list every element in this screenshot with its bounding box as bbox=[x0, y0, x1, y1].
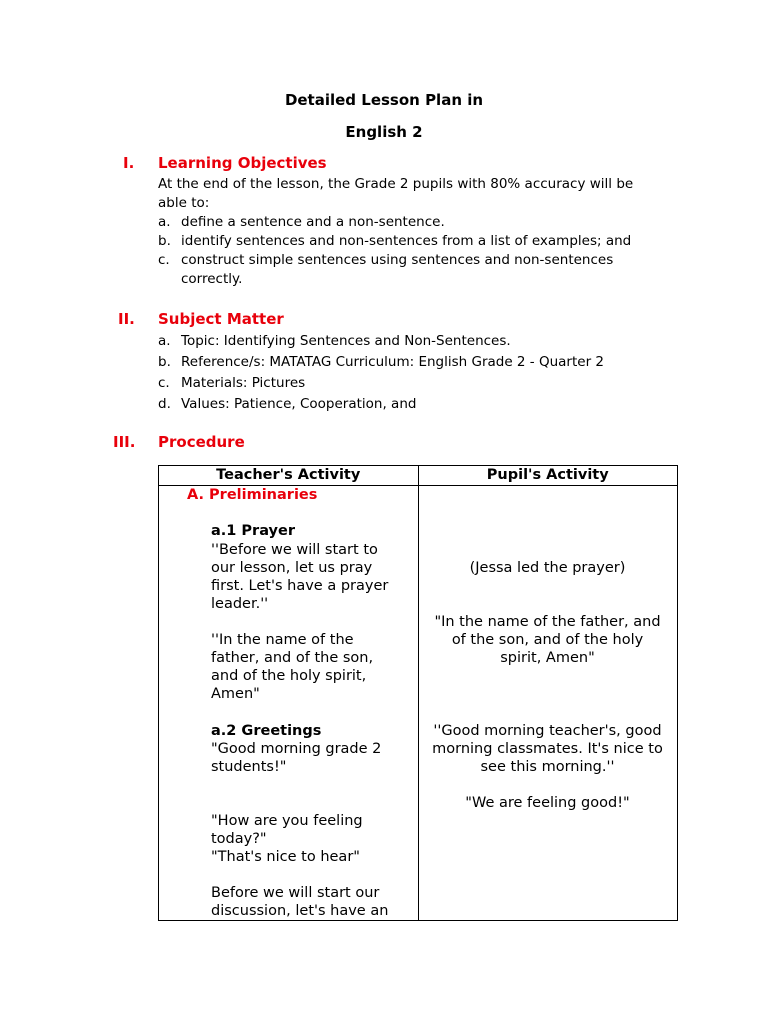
list-marker: b. bbox=[158, 354, 171, 370]
text-line: ''Good morning teacher's, good bbox=[433, 723, 662, 739]
text-line: today?" bbox=[211, 831, 267, 847]
section-number-procedure: III. bbox=[113, 433, 136, 451]
teacher-prayer-text-2 bbox=[211, 631, 411, 703]
text-line: students!" bbox=[211, 759, 287, 775]
text-line: Before we will start our bbox=[211, 885, 380, 901]
section-title-subject: Subject Matter bbox=[158, 310, 284, 328]
pupil-prayer-led: (Jessa led the prayer) bbox=[469, 560, 626, 576]
teacher-feeling-text bbox=[211, 812, 411, 866]
text-line: see this morning.'' bbox=[480, 759, 615, 775]
text-line: "How are you feeling bbox=[211, 813, 363, 829]
text-line: "Good morning grade 2 bbox=[211, 741, 382, 757]
list-item-text: identify sentences and non-sentences from a list of examples; and bbox=[181, 233, 632, 249]
teacher-greeting-text bbox=[211, 740, 411, 776]
document-title-line2: English 2 bbox=[345, 123, 423, 141]
section-number-subject: II. bbox=[118, 310, 135, 328]
list-item bbox=[158, 394, 638, 415]
column-header-teacher: Teacher's Activity bbox=[159, 466, 419, 486]
subject-list bbox=[158, 331, 638, 415]
list-item-text-continued: correctly. bbox=[181, 271, 243, 287]
section-title-objectives: Learning Objectives bbox=[158, 154, 327, 172]
text-line: ''In the name of the bbox=[211, 632, 354, 648]
teacher-activity-cell bbox=[159, 486, 419, 921]
teacher-prayer-text bbox=[211, 541, 411, 613]
list-item bbox=[158, 331, 638, 352]
list-item bbox=[158, 251, 638, 289]
preliminaries-heading: A. Preliminaries bbox=[187, 487, 318, 503]
text-line: first. Let's have a prayer bbox=[211, 578, 389, 594]
list-marker: b. bbox=[158, 233, 171, 249]
list-item-text: Materials: Pictures bbox=[181, 375, 306, 391]
text-line: Amen" bbox=[211, 686, 260, 702]
list-item bbox=[158, 232, 638, 251]
section-title-procedure: Procedure bbox=[158, 433, 245, 451]
pupil-greeting-text bbox=[425, 722, 671, 776]
document-title-line1: Detailed Lesson Plan in bbox=[284, 91, 484, 109]
text-line: discussion, let's have an bbox=[211, 903, 389, 919]
text-line: and of the holy spirit, bbox=[211, 668, 367, 684]
greetings-heading: a.2 Greetings bbox=[211, 723, 322, 739]
text-line: our lesson, let us pray bbox=[211, 560, 373, 576]
text-line: "In the name of the father, and bbox=[434, 614, 661, 630]
objectives-intro bbox=[158, 175, 658, 213]
objectives-intro-line1: At the end of the lesson, the Grade 2 pupils with 80% accuracy will be bbox=[158, 176, 634, 192]
list-item-text: Reference/s: MATATAG Curriculum: English Grade 2 - Quarter 2 bbox=[181, 354, 605, 370]
table-row bbox=[159, 486, 678, 921]
text-line: of the son, and of the holy bbox=[451, 632, 644, 648]
list-item-text: construct simple sentences using sentences and non-sentences bbox=[181, 252, 614, 268]
list-item-text: define a sentence and a non-sentence. bbox=[181, 214, 445, 230]
pupil-feeling-text: "We are feeling good!" bbox=[465, 795, 630, 811]
text-line: morning classmates. It's nice to bbox=[432, 741, 663, 757]
prayer-heading: a.1 Prayer bbox=[211, 523, 295, 539]
pupil-prayer-text bbox=[425, 613, 671, 667]
column-header-pupil: Pupil's Activity bbox=[418, 466, 678, 486]
objectives-intro-line2: able to: bbox=[158, 195, 210, 211]
list-marker: a. bbox=[158, 333, 171, 349]
list-marker: a. bbox=[158, 214, 171, 230]
table-header-row bbox=[159, 466, 678, 486]
list-marker: d. bbox=[158, 396, 171, 412]
text-line: father, and of the son, bbox=[211, 650, 374, 666]
list-item bbox=[158, 213, 638, 232]
text-line: spirit, Amen" bbox=[500, 650, 595, 666]
teacher-before-discussion-text bbox=[211, 884, 411, 920]
list-item bbox=[158, 373, 638, 394]
text-line: "That's nice to hear" bbox=[211, 849, 360, 865]
list-marker: c. bbox=[158, 375, 170, 391]
text-line: leader.'' bbox=[211, 596, 269, 612]
list-item-text: Topic: Identifying Sentences and Non-Sentences. bbox=[181, 333, 511, 349]
text-line: ''Before we will start to bbox=[211, 542, 378, 558]
list-item bbox=[158, 352, 638, 373]
procedure-table bbox=[158, 465, 678, 921]
list-item-text: Values: Patience, Cooperation, and bbox=[181, 396, 417, 412]
section-number-objectives: I. bbox=[123, 154, 135, 172]
list-marker: c. bbox=[158, 252, 170, 268]
objectives-list bbox=[158, 213, 638, 289]
pupil-activity-cell bbox=[418, 486, 678, 921]
